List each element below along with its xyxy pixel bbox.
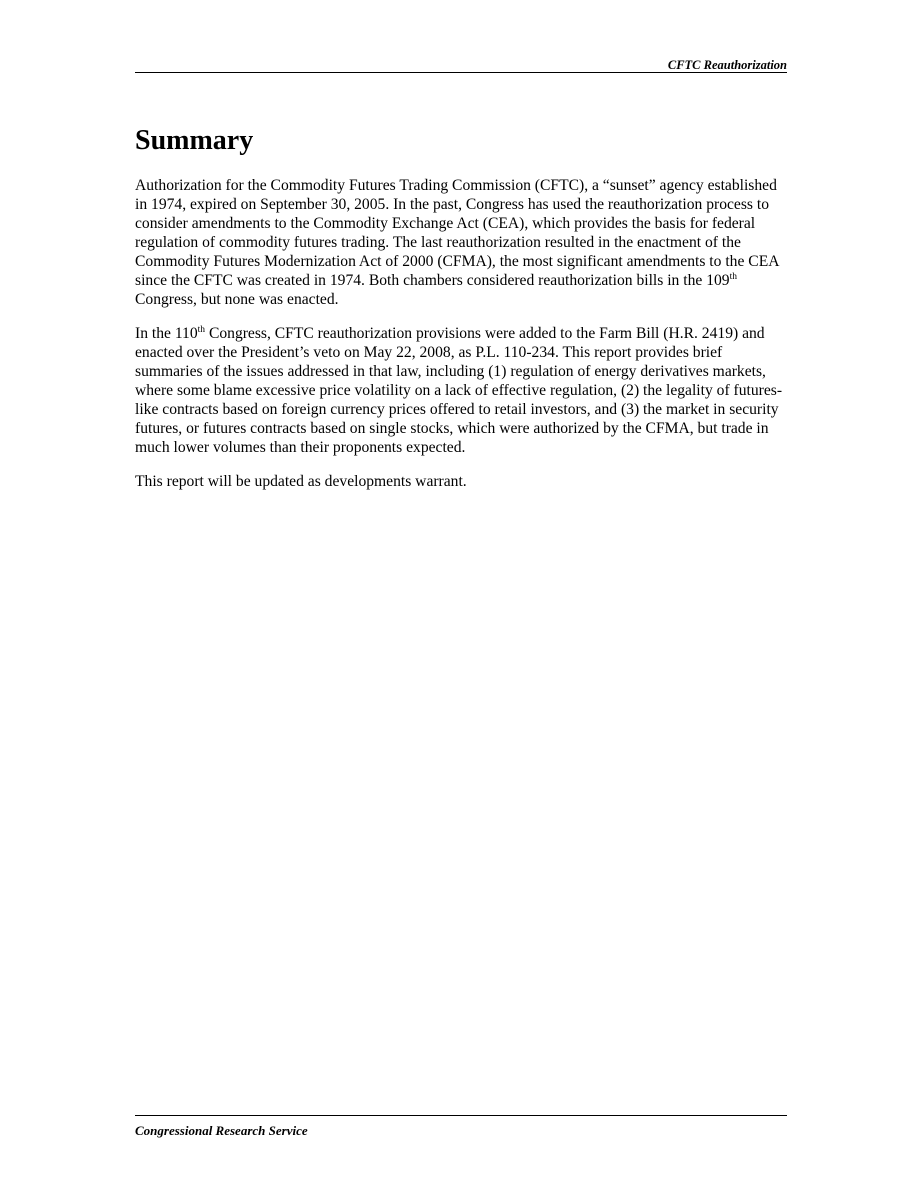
paragraph-2-text-end: Congress, CFTC reauthorization provisions were added to the Farm Bill (H.R. 2419) and enacted over the President’s veto on May 22, 2008, as P.L. 110-234. This report provides brief summaries of the issues addressed in that law, including (1) regulation of energy derivatives markets, where some blame excessive price volatility on a lack of effective regulation, (2) the legality of futures-like contracts based on foreign currency prices offered to retail investors, and (3) the market in security futures, or futures contracts based on single stocks, which were authorized by the CFMA, but trade in much lower volumes than their proponents expected. xyxy=(135,325,783,456)
ordinal-suffix: th xyxy=(197,325,206,335)
paragraph-1-text: Authorization for the Commodity Futures Trading Commission (CFTC), a “sunset” agency established in 1974, expired on September 30, 2005. In the past, Congress has used the reauthorization process to consider amendments to the Commodity Exchange Act (CEA), which provides the basis for federal regulation of commodity futures trading. The last reauthorization resulted in the enactment of the Commodity Futures Modernization Act of 2000 (CFMA), the most significant amendments to the CEA since the CFTC was created in 1974. Both chambers considered reauthorization bills in the 109 xyxy=(135,177,779,289)
section-title: Summary xyxy=(135,125,254,156)
paragraph-2 xyxy=(135,324,787,457)
ordinal-suffix: th xyxy=(729,272,737,282)
footer-publisher: Congressional Research Service xyxy=(135,1123,308,1138)
page-footer xyxy=(135,1115,787,1140)
running-title: CFTC Reauthorization xyxy=(667,58,787,72)
paragraph-2-text: In the 110 xyxy=(135,325,198,342)
paragraph-3: This report will be updated as developments warrant. xyxy=(135,473,467,490)
paragraph-1 xyxy=(135,176,787,309)
paragraph-1-text-end: Congress, but none was enacted. xyxy=(135,291,339,308)
summary-body xyxy=(135,176,787,506)
running-header xyxy=(135,56,787,73)
